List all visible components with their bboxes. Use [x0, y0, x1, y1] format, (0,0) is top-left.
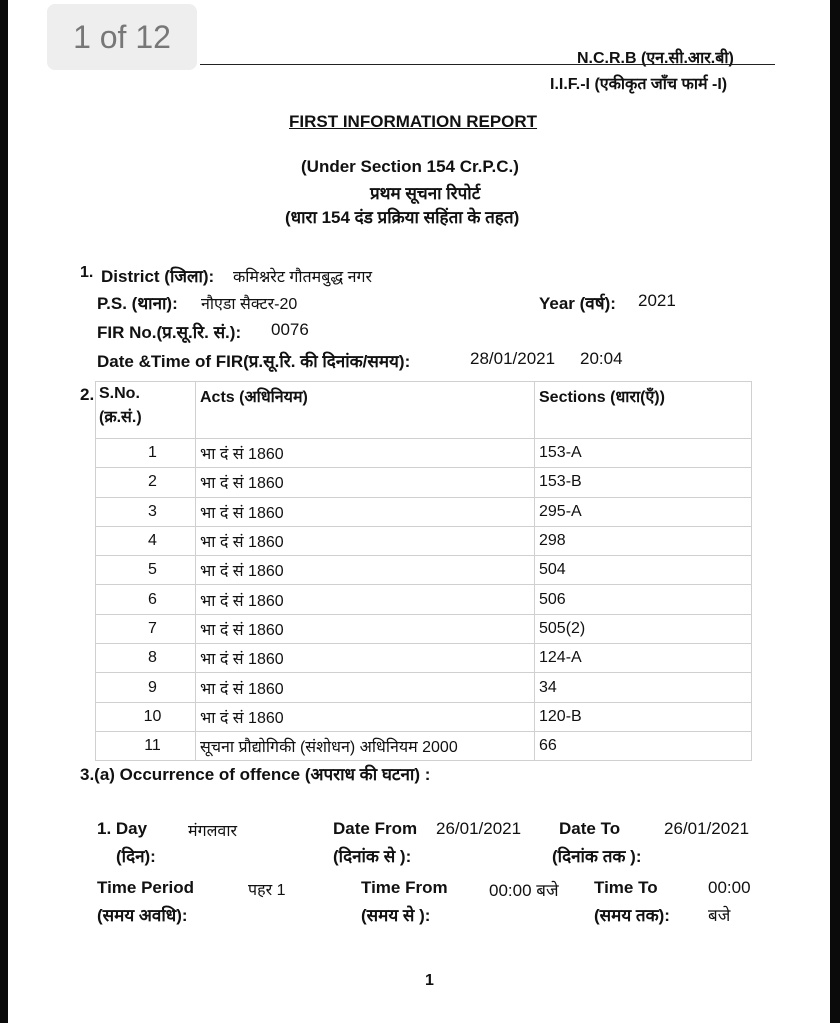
time-to-suffix: बजे — [708, 906, 731, 925]
act-cell: सूचना प्रौद्योगिकी (संशोधन) अधिनियम 2000 — [196, 731, 535, 760]
ncrb-header: N.C.R.B (एन.सी.आर.बी) — [577, 50, 734, 67]
act-cell: भा दं सं 1860 — [196, 439, 535, 468]
section-cell: 504 — [535, 556, 752, 585]
time-from-label: Time From — [361, 878, 448, 897]
act-cell: भा दं सं 1860 — [196, 614, 535, 643]
day-label: 1. Day — [97, 819, 148, 838]
sno-cell: 10 — [96, 702, 196, 731]
time-to-label: Time To — [594, 878, 658, 897]
act-cell: भा दं सं 1860 — [196, 556, 535, 585]
table-row — [96, 497, 752, 526]
act-cell: भा दं सं 1860 — [196, 526, 535, 555]
document-title: FIRST INFORMATION REPORT — [289, 112, 538, 131]
section-cell: 124-A — [535, 644, 752, 673]
section-cell: 506 — [535, 585, 752, 614]
time-to-label-hi: (समय तक): — [594, 906, 670, 925]
sno-cell: 6 — [96, 585, 196, 614]
section-cell: 298 — [535, 526, 752, 555]
act-cell: भा दं सं 1860 — [196, 702, 535, 731]
act-cell: भा दं सं 1860 — [196, 497, 535, 526]
sno-cell: 2 — [96, 468, 196, 497]
table-row — [96, 585, 752, 614]
date-from-label-hi: (दिनांक से ): — [333, 847, 412, 866]
table-row — [96, 644, 752, 673]
sno-cell: 9 — [96, 673, 196, 702]
ps-label: P.S. (थाना): — [97, 294, 178, 313]
fir-date-label: Date &Time of FIR(प्र.सू.रि. की दिनांक/समय): — [97, 352, 411, 371]
sno-cell: 3 — [96, 497, 196, 526]
act-cell: भा दं सं 1860 — [196, 673, 535, 702]
page-number: 1 — [425, 972, 434, 989]
time-period-value: पहर 1 — [248, 882, 286, 899]
sno-header-en: S.No. — [99, 385, 140, 402]
sno-cell: 8 — [96, 644, 196, 673]
fir-label: FIR No.(प्र.सू.रि. सं.): — [97, 323, 242, 342]
date-to-label-hi: (दिनांक तक ): — [552, 847, 642, 866]
sno-cell: 11 — [96, 731, 196, 760]
fir-time-value: 20:04 — [580, 349, 623, 368]
section2-number: 2. — [80, 385, 95, 404]
date-from-value: 26/01/2021 — [436, 819, 522, 838]
district-label: District (जिला): — [101, 267, 215, 286]
time-period-label: Time Period — [97, 878, 194, 897]
sno-cell: 4 — [96, 526, 196, 555]
sno-header-hi: (क्र.सं.) — [99, 409, 142, 426]
table-row — [96, 439, 752, 468]
ps-value: नौएडा सैक्टर-20 — [201, 296, 298, 313]
sections-header: Sections (धारा(एँ)) — [535, 382, 752, 439]
date-to-value: 26/01/2021 — [664, 819, 750, 838]
subtitle-en: (Under Section 154 Cr.P.C.) — [301, 157, 519, 176]
date-from-label: Date From — [333, 819, 418, 838]
time-from-value: 00:00 बजे — [489, 881, 559, 900]
sno-cell: 5 — [96, 556, 196, 585]
day-label-hi: (दिन): — [116, 847, 156, 866]
acts-header: Acts (अधिनियम) — [196, 382, 535, 439]
act-cell: भा दं सं 1860 — [196, 644, 535, 673]
table-row — [96, 614, 752, 643]
section-cell: 34 — [535, 673, 752, 702]
year-value: 2021 — [638, 291, 676, 310]
table-row — [96, 526, 752, 555]
section-cell: 153-A — [535, 439, 752, 468]
section-cell: 505(2) — [535, 614, 752, 643]
time-to-value: 00:00 — [708, 878, 751, 897]
act-cell: भा दं सं 1860 — [196, 585, 535, 614]
section-cell: 66 — [535, 731, 752, 760]
fir-value: 0076 — [271, 320, 309, 339]
header-rule — [200, 64, 775, 65]
district-value: कमिश्नरेट गौतमबुद्ध नगर — [233, 269, 373, 286]
section-cell: 295-A — [535, 497, 752, 526]
subtitle-hi: प्रथम सूचना रिपोर्ट — [370, 184, 481, 203]
day-value: मंगलवार — [188, 823, 238, 840]
section3-heading: 3.(a) Occurrence of offence (अपराध की घटना) : — [80, 765, 431, 784]
act-cell: भा दं सं 1860 — [196, 468, 535, 497]
table-header-row — [96, 382, 752, 439]
table-row — [96, 468, 752, 497]
table-row — [96, 673, 752, 702]
page-counter-badge: 1 of 12 — [47, 4, 197, 70]
table-row — [96, 556, 752, 585]
time-from-label-hi: (समय से ): — [361, 906, 431, 925]
fir-date-value: 28/01/2021 — [470, 349, 556, 368]
sno-cell: 7 — [96, 614, 196, 643]
date-to-label: Date To — [559, 819, 621, 838]
sno-cell: 1 — [96, 439, 196, 468]
time-period-label-hi: (समय अवधि): — [97, 906, 188, 925]
sno-header — [96, 382, 196, 439]
section-cell: 120-B — [535, 702, 752, 731]
section1-number: 1. — [80, 264, 94, 281]
table-row — [96, 731, 752, 760]
table-row — [96, 702, 752, 731]
subtitle-section-hi: (धारा 154 दंड प्रक्रिया सहिंता के तहत) — [285, 208, 520, 227]
iif-header: I.I.F.-I (एकीकृत जाँच फार्म -I) — [550, 76, 728, 93]
acts-sections-table — [95, 381, 752, 761]
section-cell: 153-B — [535, 468, 752, 497]
year-label: Year (वर्ष): — [539, 294, 616, 313]
